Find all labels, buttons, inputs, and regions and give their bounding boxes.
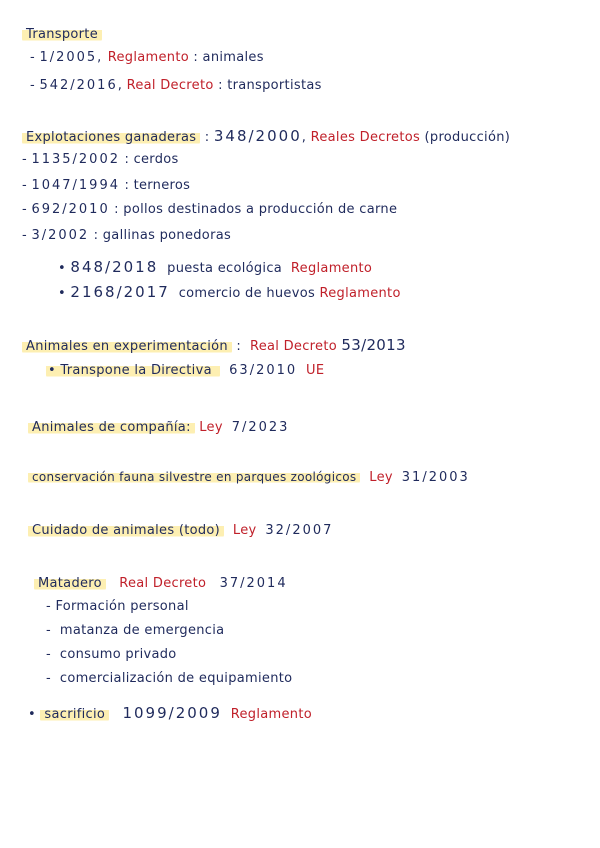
section-explotaciones-heading: [22, 127, 510, 147]
comma: ,: [117, 78, 123, 93]
bullet: -: [22, 178, 27, 193]
heading-highlight: Explotaciones ganaderas: [22, 130, 200, 145]
explotaciones-subitem-1: [58, 258, 372, 278]
law-type: Ley: [369, 470, 393, 485]
law-description: puesta ecológica: [167, 261, 283, 276]
law-code: 37/2014: [219, 576, 288, 591]
matadero-item-3: [46, 646, 177, 664]
law-type: Reglamento: [107, 50, 189, 65]
bullet: •: [28, 707, 36, 722]
heading-highlight: Animales de compañía:: [28, 420, 195, 435]
bullet: •: [48, 363, 56, 378]
item-description: matanza de emergencia: [59, 623, 225, 638]
heading-highlight: sacrificio: [40, 707, 109, 722]
law-type: Reales Decretos: [310, 130, 421, 145]
experimentacion-subitem: [46, 362, 324, 380]
law-code: 348/2000: [213, 127, 302, 145]
section-experimentacion-heading: [22, 336, 406, 356]
bullet: -: [30, 50, 35, 65]
law-type: Ley: [232, 523, 257, 538]
separator: :: [124, 178, 130, 193]
law-code: 63/2010: [229, 363, 298, 378]
bullet: •: [58, 261, 66, 276]
law-code: 1099/2009: [122, 704, 222, 722]
law-type: Real Decreto: [249, 339, 337, 354]
law-type: Real Decreto: [126, 78, 214, 93]
heading-highlight: conservación fauna silvestre en parques zoológicos: [28, 470, 360, 484]
bullet: -: [30, 78, 35, 93]
section-transporte-heading: [22, 26, 102, 44]
bullet: -: [22, 202, 27, 217]
heading-highlight: Transporte: [22, 27, 102, 42]
explotaciones-item-3: [22, 201, 397, 219]
separator: :: [204, 130, 210, 145]
separator: :: [124, 152, 130, 167]
bullet: -: [46, 671, 51, 686]
separator: :: [114, 202, 119, 217]
law-code: 31/2003: [401, 470, 470, 485]
law-type: Real Decreto: [119, 576, 207, 591]
bullet: -: [22, 152, 27, 167]
law-description: Transpone la Directiva: [60, 363, 212, 378]
law-type: Reglamento: [290, 261, 373, 276]
section-matadero-heading: [34, 575, 288, 593]
bullet: •: [58, 286, 66, 301]
separator: :: [193, 50, 199, 65]
law-description: cerdos: [133, 152, 179, 167]
explotaciones-item-4: [22, 227, 231, 245]
law-type: Ley: [199, 420, 223, 435]
matadero-item-4: [46, 670, 292, 688]
transporte-item-1: [30, 49, 264, 67]
item-description: Formación personal: [55, 599, 189, 614]
heading-highlight: Animales en experimentación: [22, 339, 232, 354]
transporte-item-2: [30, 77, 322, 95]
law-code: 2168/2017: [70, 283, 170, 301]
separator: :: [93, 228, 99, 243]
heading-highlight: Matadero: [34, 576, 106, 591]
sub-highlight: [46, 363, 220, 378]
bullet: -: [46, 623, 51, 638]
explotaciones-item-2: [22, 177, 190, 195]
section-sacrificio: [28, 704, 312, 724]
law-description: pollos destinados a producción de carne: [123, 202, 398, 217]
section-cuidado: [28, 522, 333, 540]
item-description: comercialización de equipamiento: [59, 671, 293, 686]
law-tag: UE: [306, 363, 325, 378]
law-code: 692/2010: [31, 202, 110, 217]
law-note: (producción): [424, 130, 511, 145]
section-fauna: [28, 468, 470, 487]
separator: :: [218, 78, 223, 93]
law-description: animales: [202, 50, 264, 65]
law-code: 7/2023: [231, 420, 290, 435]
explotaciones-item-1: [22, 151, 179, 169]
heading-highlight: Cuidado de animales (todo): [28, 523, 224, 538]
comma: ,: [301, 130, 307, 145]
bullet: -: [22, 228, 27, 243]
law-code: 32/2007: [265, 523, 334, 538]
law-description: gallinas ponedoras: [102, 228, 232, 243]
law-code: 53/2013: [341, 336, 406, 354]
law-description: comercio de huevos: [178, 286, 316, 301]
section-compania: [28, 419, 289, 437]
matadero-item-2: [46, 622, 224, 640]
law-description: terneros: [133, 178, 191, 193]
law-code: 1/2005,: [39, 50, 104, 65]
item-description: consumo privado: [59, 647, 177, 662]
separator: :: [236, 339, 242, 354]
law-code: 3/2002: [31, 228, 90, 243]
law-code: 542/2016: [39, 78, 118, 93]
explotaciones-subitem-2: [58, 283, 401, 303]
law-description: transportistas: [227, 78, 322, 93]
law-code: 848/2018: [70, 258, 159, 276]
law-code: 1135/2002: [31, 152, 120, 167]
bullet: -: [46, 647, 51, 662]
matadero-item-1: [46, 598, 189, 616]
law-type: Reglamento: [319, 286, 401, 301]
bullet: -: [46, 599, 51, 614]
law-code: 1047/1994: [31, 178, 120, 193]
law-type: Reglamento: [230, 707, 312, 722]
